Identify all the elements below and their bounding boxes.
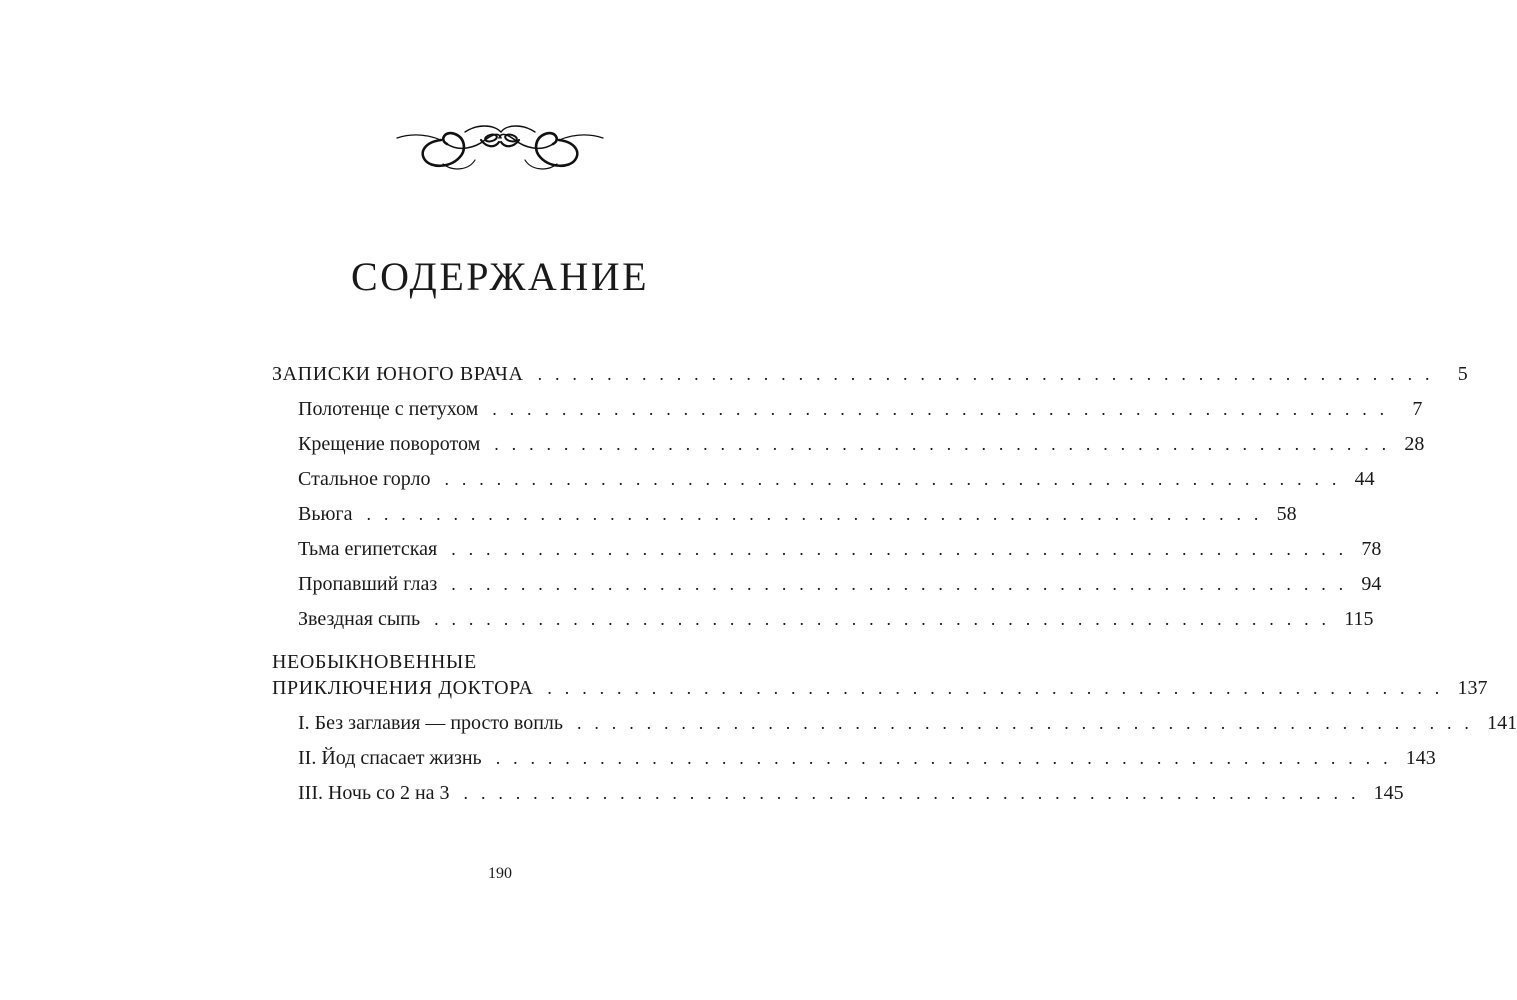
toc-page-number: 7: [1412, 398, 1423, 420]
toc-page-number: 5: [1457, 363, 1468, 385]
toc-item-label: Крещение поворотом: [298, 433, 481, 455]
toc-item[interactable]: [298, 781, 1404, 805]
toc-item[interactable]: [298, 467, 1375, 491]
toc-item[interactable]: [298, 746, 1436, 770]
toc-item[interactable]: [298, 502, 1297, 526]
dot-leader: . . . . . . . . . . . . . . . . . . . . . . . . . . . . . . . . . . . . . . . . . . . . . . . . . . . .: [444, 469, 1341, 489]
dot-leader: . . . . . . . . . . . . . . . . . . . . . . . . . . . . . . . . . . . . . . . . . . . . . . . . . . . .: [494, 434, 1391, 454]
toc-item[interactable]: [298, 572, 1382, 596]
toc-page-number: 145: [1373, 782, 1404, 804]
dot-leader: . . . . . . . . . . . . . . . . . . . . . . . . . . . . . . . . . . . . . . . . . . . . . . . . . . . .: [366, 504, 1263, 524]
toc-item-label: III. Ночь со 2 на 3: [298, 782, 450, 804]
toc-item-label: I. Без заглавия — просто вопль: [298, 712, 563, 734]
dot-leader: . . . . . . . . . . . . . . . . . . . . . . . . . . . . . . . . . . . . . . . . . . . . . . . . . . . .: [537, 364, 1434, 384]
toc-item-label: Тьма египетская: [298, 538, 438, 560]
toc-item-label: Полотенце с петухом: [298, 398, 479, 420]
table-of-contents: [272, 0, 1517, 1000]
toc-page-number: 143: [1405, 747, 1436, 769]
dot-leader: . . . . . . . . . . . . . . . . . . . . . . . . . . . . . . . . . . . . . . . . . . . . . . . . . . . .: [495, 748, 1392, 768]
toc-item-label: Звездная сыпь: [298, 608, 421, 630]
dot-leader: . . . . . . . . . . . . . . . . . . . . . . . . . . . . . . . . . . . . . . . . . . . . . . . . . . . .: [434, 609, 1331, 629]
toc-section-label: ПРИКЛЮЧЕНИЯ ДОКТОРА: [272, 677, 534, 699]
toc-section-priklyucheniya[interactable]: [272, 676, 1488, 700]
dot-leader: . . . . . . . . . . . . . . . . . . . . . . . . . . . . . . . . . . . . . . . . . . . . . . . . . . . .: [547, 678, 1444, 698]
toc-page-number: 115: [1344, 608, 1374, 630]
toc-item[interactable]: [298, 711, 1517, 735]
toc-item-label: Вьюга: [298, 503, 353, 525]
toc-section-label: ЗАПИСКИ ЮНОГО ВРАЧА: [272, 363, 524, 385]
toc-item-label: Стальное горло: [298, 468, 431, 490]
toc-section-zapiski[interactable]: [272, 362, 1468, 386]
toc-page-number: 94: [1361, 573, 1382, 595]
toc-item[interactable]: [298, 432, 1425, 456]
toc-page-number: 78: [1361, 538, 1382, 560]
dot-leader: . . . . . . . . . . . . . . . . . . . . . . . . . . . . . . . . . . . . . . . . . . . . . . . . . . . .: [451, 539, 1348, 559]
toc-item[interactable]: [298, 607, 1374, 631]
toc-section-label-line1: НЕОБЫКНОВЕННЫЕ: [272, 651, 477, 673]
toc-item-label: Пропавший глаз: [298, 573, 438, 595]
toc-page-number: 141: [1487, 712, 1517, 734]
page-title: СОДЕРЖАНИЕ: [350, 254, 650, 299]
toc-page-number: 44: [1354, 468, 1375, 490]
dot-leader: . . . . . . . . . . . . . . . . . . . . . . . . . . . . . . . . . . . . . . . . . . . . . . . . . . . .: [492, 399, 1389, 419]
page-number: 190: [488, 865, 512, 882]
dot-leader: . . . . . . . . . . . . . . . . . . . . . . . . . . . . . . . . . . . . . . . . . . . . . . . . . . . .: [463, 783, 1360, 803]
dot-leader: . . . . . . . . . . . . . . . . . . . . . . . . . . . . . . . . . . . . . . . . . . . . . . . . . . . .: [577, 713, 1474, 733]
toc-page-number: 137: [1457, 677, 1488, 699]
toc-item-label: II. Йод спасает жизнь: [298, 747, 482, 769]
toc-page-number: 58: [1276, 503, 1297, 525]
dot-leader: . . . . . . . . . . . . . . . . . . . . . . . . . . . . . . . . . . . . . . . . . . . . . . . . . . . .: [451, 574, 1348, 594]
toc-item[interactable]: [298, 397, 1423, 421]
toc-item[interactable]: [298, 537, 1382, 561]
toc-page-number: 28: [1404, 433, 1425, 455]
